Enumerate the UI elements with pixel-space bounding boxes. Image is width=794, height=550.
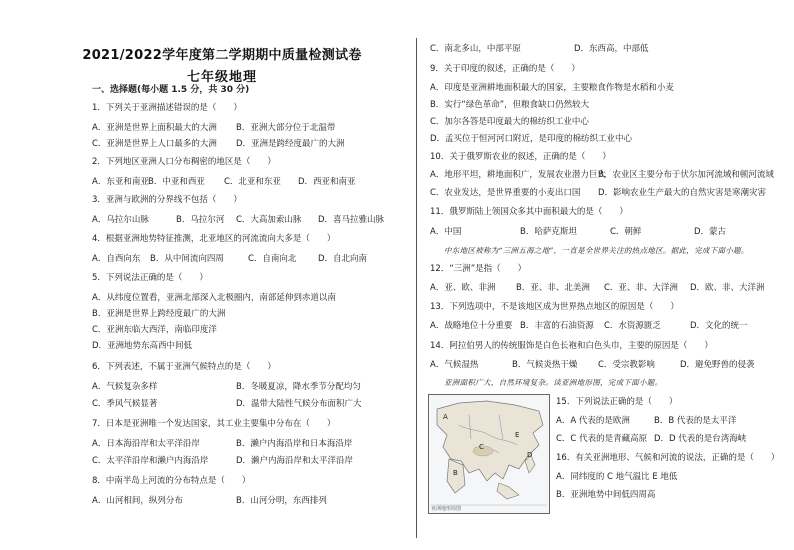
q4-option-c: C．自南向北 xyxy=(248,254,297,264)
q14-option-d: D．避免野兽的侵袭 xyxy=(680,360,755,370)
q2-stem: 2．下列地区亚洲人口分布稠密的地区是（ ） xyxy=(92,157,276,167)
map-caption: 亚洲地形简图 xyxy=(431,506,462,512)
q5-stem: 5．下列说法正确的是（ ） xyxy=(92,273,208,283)
q9-stem: 9．关于印度的叙述，正确的是（ ） xyxy=(430,64,580,74)
q13-option-b: B．丰富的石油资源 xyxy=(520,321,594,331)
q7-option-a: A．日本海沿岸和太平洋沿岸 xyxy=(92,439,200,449)
q7-option-d: D．濑户内海沿岸和太平洋沿岸 xyxy=(236,456,354,466)
q10-option-a: A．地形平坦，耕地面积广，发展农业潜力巨大 xyxy=(430,170,606,180)
q6-option-a: A．气候复杂多样 xyxy=(92,382,158,392)
q13-option-d: D．文化的统一 xyxy=(690,321,748,331)
map-label-a: A xyxy=(443,413,448,421)
q12-option-c: C．亚、非、大洋洲 xyxy=(604,283,678,293)
q12-option-d: D．欧、非、大洋洲 xyxy=(690,283,765,293)
q8-stem: 8．中南半岛上河流的分布特点是（ ） xyxy=(92,476,251,486)
q15-option-b: B．B 代表的是太平洋 xyxy=(654,416,737,426)
q14-option-a: A．气候湿热 xyxy=(430,360,479,370)
map-label-e: E xyxy=(515,431,520,439)
q1-option-d: D．亚洲是跨经度最广的大洲 xyxy=(236,139,345,149)
q6-option-d: D．温带大陆性气候分布面积广大 xyxy=(236,399,362,409)
q2-option-b: B．中亚和西亚 xyxy=(148,177,205,187)
q14-option-c: C．受宗教影响 xyxy=(598,360,655,370)
q8-option-b: B．山河分明，东西排列 xyxy=(236,496,327,506)
q14-option-b: B．气候炎热干燥 xyxy=(512,360,578,370)
context-note-asia: 亚洲面积广大，自然环境复杂。读亚洲地形图，完成下面小题。 xyxy=(444,378,663,387)
q12-stem: 12．“三洲”是指（ ） xyxy=(430,264,527,274)
q4-option-a: A．自西向东 xyxy=(92,254,141,264)
q16-stem: 16．有关亚洲地形、气候和河流的说法，正确的是（ ） xyxy=(556,453,780,463)
q1-stem: 1．下列关于亚洲描述错误的是（ ） xyxy=(92,103,242,113)
q12-option-b: B．亚、非、北美洲 xyxy=(516,283,590,293)
q6-option-c: C．季风气候显著 xyxy=(92,399,158,409)
q9-option-b: B．实行“绿色革命”，但粮食缺口仍然较大 xyxy=(430,100,590,110)
q5-option-c: C．亚洲东临大西洋，南临印度洋 xyxy=(92,325,217,335)
section-heading: 一、选择题(每小题 1.5 分，共 30 分) xyxy=(92,85,250,95)
column-divider xyxy=(416,38,417,538)
q10-option-c: C．农业发达，是世界重要的小麦出口国 xyxy=(430,188,581,198)
q9-option-c: C．加尔各答是印度最大的棉纺织工业中心 xyxy=(430,117,589,127)
q9-option-d: D．孟买位于恒河河口附近，是印度的棉纺织工业中心 xyxy=(430,134,633,144)
map-label-b: B xyxy=(453,469,458,477)
q4-option-d: D．自北向南 xyxy=(318,254,368,264)
q11-option-c: C．朝鲜 xyxy=(610,227,642,237)
q3-option-a: A．乌拉尔山脉 xyxy=(92,215,149,225)
q7-stem: 7．日本是亚洲唯一个发达国家，其工业主要集中分布在（ ） xyxy=(92,419,336,429)
context-note-middle-east: 中东地区被称为“三洲五海之地”，一直是全世界关注的热点地区。据此，完成下面小题。 xyxy=(444,246,749,255)
q15-option-c: C．C 代表的是青藏高原 xyxy=(556,434,648,444)
q2-option-a: A．东亚和南亚 xyxy=(92,177,149,187)
q2-option-c: C．北亚和东亚 xyxy=(224,177,281,187)
q7-option-b: B．濑户内海沿岸和日本海沿岸 xyxy=(236,439,353,449)
q15-option-a: A．A 代表的是欧洲 xyxy=(556,416,630,426)
q13-stem: 13．下列选项中，不是该地区成为世界热点地区的原因是（ ） xyxy=(430,302,679,312)
q9-option-a: A．印度是亚洲耕地面积最大的国家，主要粮食作物是水稻和小麦 xyxy=(430,83,674,93)
q5-option-b: B．亚洲是世界上跨经度最广的大洲 xyxy=(92,309,226,319)
q3-option-b: B．乌拉尔河 xyxy=(176,215,225,225)
q4-stem: 4．根据亚洲地势特征推测，北亚地区的河流流向大多是（ ） xyxy=(92,234,336,244)
q7-option-c: C．太平洋沿岸和濑户内海沿岸 xyxy=(92,456,209,466)
q1-option-b: B．亚洲大部分位于北温带 xyxy=(236,123,336,133)
q6-option-b: B．冬暖夏凉，降水季节分配均匀 xyxy=(236,382,361,392)
q10-option-b: B．农业区主要分布于伏尔加河流域和顿河流域 xyxy=(598,170,774,180)
q6-stem: 6．下列表述，不属于亚洲气候特点的是（ ） xyxy=(92,362,276,372)
q13-option-c: C．水资源匮乏 xyxy=(604,321,661,331)
q10-option-d: D．影响农业生产最大的自然灾害是寒潮灾害 xyxy=(598,188,767,198)
q16-option-a: A．同纬度的 C 地气温比 E 地低 xyxy=(556,472,678,482)
exam-subtitle: 七年级地理 xyxy=(186,70,257,85)
q14-stem: 14．阿拉伯男人的传统服饰是白色长袍和白色头巾，主要的原因是（ ） xyxy=(430,341,713,351)
exam-title: 2021/2022学年度第二学期期中质量检测试卷 xyxy=(82,48,362,63)
q3-option-d: D．喜马拉雅山脉 xyxy=(318,215,385,225)
q13-option-a: A．战略地位十分重要 xyxy=(430,321,513,331)
q5-option-a: A．从纬度位置看，亚洲北部深入北极圈内，南部延伸到赤道以南 xyxy=(92,293,336,303)
q11-option-d: D．蒙古 xyxy=(694,227,727,237)
q4-option-b: B．从中间流向四周 xyxy=(150,254,224,264)
q5-option-d: D．亚洲地势东高西中间低 xyxy=(92,341,193,351)
q2-option-d: D．西亚和南亚 xyxy=(298,177,356,187)
q8-option-a: A．山河相间，纵列分布 xyxy=(92,496,183,506)
q1-option-c: C．亚洲是世界上人口最多的大洲 xyxy=(92,139,217,149)
map-label-c: C xyxy=(479,443,484,451)
q11-option-b: B．哈萨克斯坦 xyxy=(520,227,577,237)
q16-option-b: B．亚洲地势中间低四周高 xyxy=(556,490,656,500)
q11-option-a: A．中国 xyxy=(430,227,462,237)
q8-option-d: D．东西高，中部低 xyxy=(574,44,649,54)
q15-option-d: D．D 代表的是台湾海峡 xyxy=(654,434,747,444)
q11-stem: 11．俄罗斯陆上领国众多其中面积最大的是（ ） xyxy=(430,207,628,217)
q12-option-a: A．亚、欧、非洲 xyxy=(430,283,496,293)
asia-terrain-map xyxy=(428,394,550,514)
q8-option-c: C．南北多山，中部平原 xyxy=(430,44,521,54)
q10-stem: 10．关于俄罗斯农业的叙述，正确的是（ ） xyxy=(430,152,611,162)
q15-stem: 15．下列说法正确的是（ ） xyxy=(556,397,678,407)
q1-option-a: A．亚洲是世界上面积最大的大洲 xyxy=(92,123,217,133)
q3-stem: 3．亚洲与欧洲的分界线不包括（ ） xyxy=(92,195,242,205)
q3-option-c: C．大高加索山脉 xyxy=(236,215,302,225)
map-label-d: D xyxy=(527,451,533,459)
